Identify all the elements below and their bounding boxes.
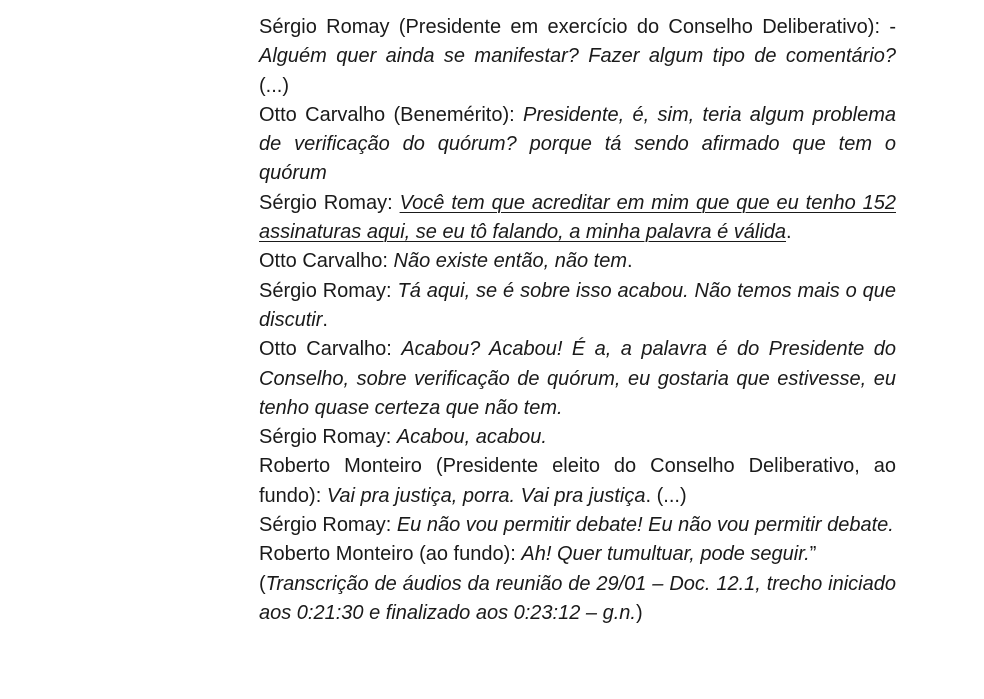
speaker-label: Otto Carvalho:: [259, 338, 392, 361]
speech-text: Alguém quer ainda se manifestar? Fazer algum tipo de comentário?: [259, 45, 896, 68]
transcript-line-romay-4: [259, 423, 896, 452]
speaker-label: Sérgio Romay:: [259, 426, 392, 449]
transcript-line-monteiro-1: [259, 452, 896, 511]
speaker-label: Sérgio Romay:: [259, 514, 392, 537]
transcript-line-romay-3: [259, 277, 896, 336]
citation-text: Transcrição de áudios da reunião de 29/01 – Doc. 12.1, trecho iniciado aos 0:21:30 e finalizado aos 0:23:12 – g.n.: [259, 572, 896, 624]
transcript-line-monteiro-2: [259, 540, 896, 569]
speech-text-underlined: Você tem que acreditar em mim que que eu tenho 152 assinaturas aqui, se eu tô falando, a minha palavra é válida: [259, 191, 896, 244]
transcript-line-carvalho-1: [259, 101, 896, 189]
speech-text: Vai pra justiça, porra. Vai pra justiça: [326, 484, 646, 507]
speech-text: Tá aqui, se é sobre isso acabou. Não temos mais o que discutir: [259, 279, 897, 331]
citation-note: [259, 570, 896, 629]
speaker-label: Sérgio Romay (Presidente em exercício do Conselho Deliberativo): -: [259, 16, 896, 38]
speech-text: Acabou? Acabou! É a, a palavra é do Presidente do Conselho, sobre verificação de quórum, eu gostaria que estivesse, eu tenho quase certeza que não tem.: [259, 338, 897, 419]
punctuation: .: [322, 308, 328, 331]
speech-text: Ah! Quer tumultuar, pode seguir.: [521, 543, 810, 566]
speech-text: Não existe então, não tem: [393, 250, 627, 273]
speech-text: Presidente, é, sim, teria algum problema de verificação do quórum? porque tá sendo afirmado que tem o quórum: [259, 103, 896, 185]
transcript-line-romay-2: [259, 189, 896, 248]
speaker-label: Sérgio Romay:: [259, 191, 393, 214]
ellipsis-marker: (...): [259, 74, 289, 97]
transcript-line-romay-5: [259, 511, 896, 540]
speaker-label: Otto Carvalho (Benemérito):: [259, 103, 515, 126]
citation-close-paren: ): [635, 601, 643, 624]
ellipsis-marker: . (...): [645, 484, 687, 507]
transcript-line-romay-1: [259, 13, 896, 101]
transcript-excerpt: [259, 13, 896, 628]
speaker-label: Roberto Monteiro (ao fundo):: [259, 543, 516, 566]
speaker-label: Roberto Monteiro (Presidente eleito do Conselho Deliberativo, ao fundo):: [259, 455, 896, 507]
speech-text: Eu não vou permitir debate! Eu não vou permitir debate.: [396, 514, 894, 537]
speaker-label: Sérgio Romay:: [259, 279, 392, 302]
transcript-line-carvalho-2: [259, 247, 896, 276]
speaker-label: Otto Carvalho:: [259, 250, 388, 273]
citation-open-paren: (: [259, 572, 266, 595]
transcript-line-carvalho-3: [259, 335, 896, 423]
closing-quote: ”: [809, 543, 817, 566]
punctuation: .: [627, 250, 633, 273]
punctuation: .: [786, 221, 792, 244]
speech-text: Acabou, acabou.: [396, 426, 547, 449]
